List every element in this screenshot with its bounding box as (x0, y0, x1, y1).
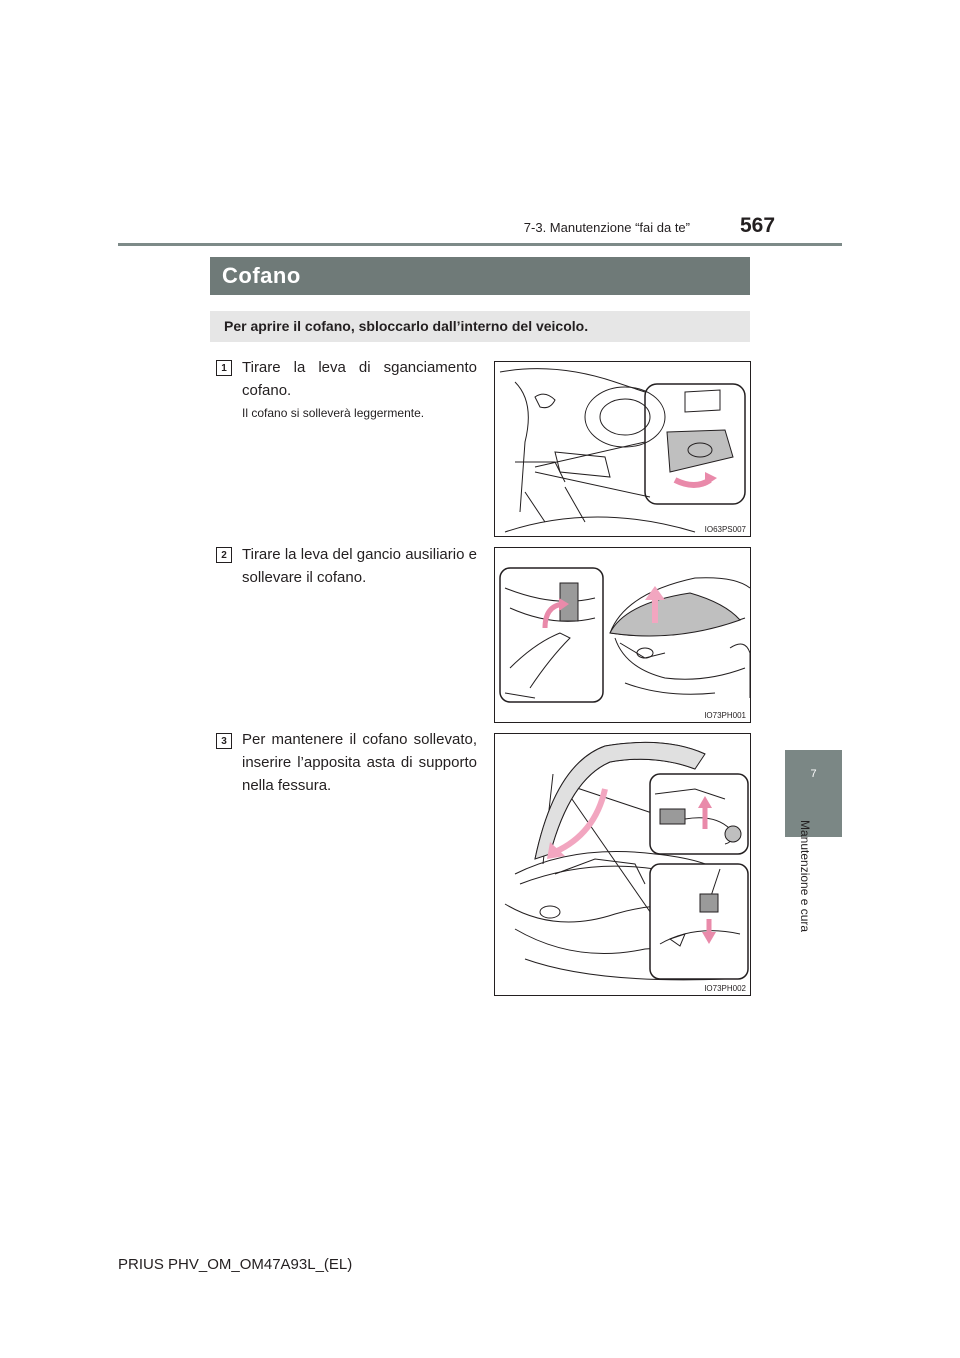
figure-1-code: IO63PS007 (704, 525, 746, 534)
step-2-number: 2 (216, 547, 232, 563)
figure-auxiliary-catch (494, 547, 751, 723)
chapter-tab (785, 750, 842, 837)
chapter-number: 7 (810, 768, 817, 780)
chapter-label: Manutenzione e cura (798, 820, 812, 933)
figure-2-code: IO73PH001 (704, 711, 746, 720)
intro-text: Per aprire il cofano, sbloccarlo dall’interno del veicolo. (224, 318, 589, 334)
step-3-text: Per mantenere il cofano sollevato, inserire l’apposita asta di supporto nella fessura. (242, 731, 477, 794)
step-1-note: Il cofano si solleverà leggermente. (242, 406, 425, 420)
step-3-number: 3 (216, 733, 232, 749)
step-2-text: Tirare la leva del gancio ausiliario e sollevare il cofano. (242, 546, 477, 586)
section-title: 7-3. Manutenzione “fai da te” (523, 220, 690, 235)
header-divider (118, 243, 842, 246)
figure-3-code: IO73PH002 (704, 984, 746, 993)
page-title: Cofano (222, 263, 301, 288)
page-number: 567 (740, 214, 776, 237)
document-code: PRIUS PHV_OM_OM47A93L_(EL) (118, 1256, 353, 1273)
figure-support-rod (494, 733, 751, 996)
step-1-number: 1 (216, 360, 232, 376)
figure-hood-release-lever (494, 361, 751, 537)
step-1-text: Tirare la leva di sganciamento cofano. (242, 359, 477, 399)
